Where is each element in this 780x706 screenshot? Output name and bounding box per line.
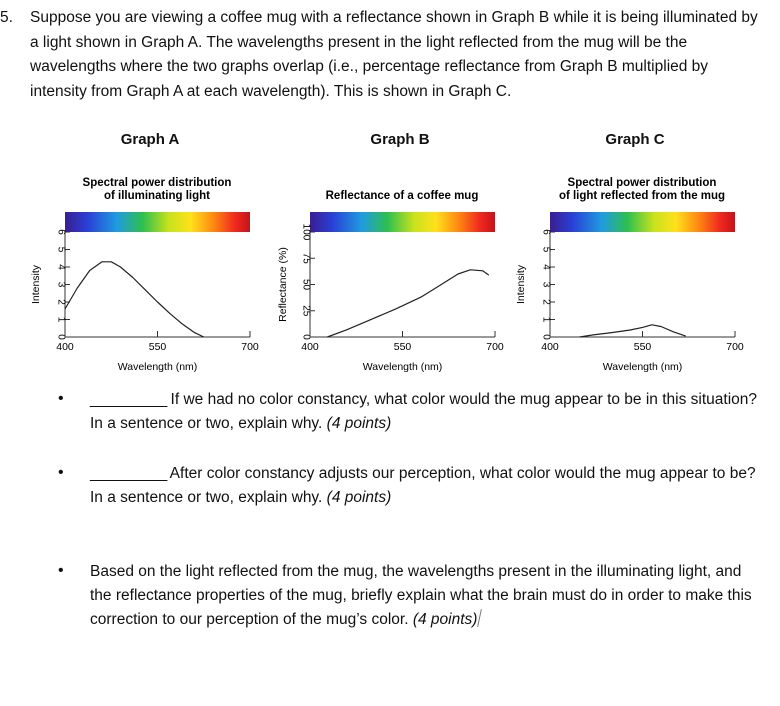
y-tick-label: 6 xyxy=(55,229,67,235)
chart-title: Spectral power distribution xyxy=(82,177,232,189)
y-tick-label: 3 xyxy=(540,281,552,288)
y-tick-label: 50 xyxy=(300,278,312,291)
y-tick-label: 4 xyxy=(540,264,552,270)
x-tick-label: 550 xyxy=(148,341,167,353)
y-tick-label: 2 xyxy=(55,299,67,305)
x-tick-label: 400 xyxy=(541,341,559,353)
x-tick-label: 400 xyxy=(56,341,74,353)
y-tick-label: 5 xyxy=(55,246,67,253)
spectrum-bar xyxy=(65,212,250,232)
y-axis-label: Reflectance (%) xyxy=(277,247,289,322)
question-text: Suppose you are viewing a coffee mug with a reflectance shown in Graph B while it is being illuminated by a light shown in Graph A. The wavelengths present in the light reflected from the mug will be the wavelengths where the two graphs overlap (i.e., percentage reflectance from Graph B multiplied by intensity from Graph A at each wavelength). This is shown in Graph C. xyxy=(30,9,758,100)
bullet-text: After color constancy adjusts our perception, what color would the mug appear to be? In a sentence or two, explain why. xyxy=(90,465,756,506)
points-label: (4 points) xyxy=(412,611,478,628)
bullet-question-1 xyxy=(90,388,760,436)
chart-b-svg xyxy=(270,170,510,373)
y-tick-label: 25 xyxy=(300,305,312,317)
bullet-text: Based on the light reflected from the mug, the wavelengths present in the illuminating light, and the reflectance properties of the mug, briefly explain what the brain must do in order to make this correction to our perception of the mug’s color. xyxy=(90,563,752,628)
y-tick-label: 4 xyxy=(55,264,67,270)
chart-c-svg xyxy=(510,170,750,373)
y-tick-label: 1 xyxy=(540,316,552,323)
x-tick-label: 700 xyxy=(726,341,744,353)
bullet-question-2 xyxy=(90,462,760,510)
chart-title: Spectral power distribution xyxy=(567,177,717,189)
bullet-marker: • xyxy=(58,562,64,579)
x-axis-label: Wavelength (nm) xyxy=(602,361,683,373)
points-label: (4 points) xyxy=(326,489,392,506)
graph-a-label: Graph A xyxy=(120,131,180,148)
graph-c-label: Graph C xyxy=(605,131,665,148)
x-tick-label: 700 xyxy=(241,341,259,353)
series-line xyxy=(65,262,204,337)
x-axis-label: Wavelength (nm) xyxy=(117,361,198,373)
y-axis-label: Intensity xyxy=(30,264,42,305)
chart-c xyxy=(510,170,750,373)
chart-a-svg xyxy=(25,170,265,373)
x-tick-label: 400 xyxy=(301,341,319,353)
spectrum-bar xyxy=(550,212,735,232)
text-cursor-icon xyxy=(478,609,483,627)
y-tick-label: 2 xyxy=(540,299,552,305)
points-label: (4 points) xyxy=(326,415,392,432)
x-tick-label: 550 xyxy=(633,341,652,353)
series-line xyxy=(327,270,489,337)
y-tick-label: 0 xyxy=(300,334,312,340)
answer-blank[interactable]: __________ xyxy=(90,465,167,482)
x-tick-label: 700 xyxy=(486,341,504,353)
y-tick-label: 0 xyxy=(540,334,552,340)
question-number: 5. xyxy=(0,9,13,26)
y-tick-label: 5 xyxy=(540,246,552,253)
chart-title: of illuminating light xyxy=(103,190,211,202)
y-tick-label: 75 xyxy=(300,252,312,264)
chart-title: of light reflected from the mug xyxy=(558,190,726,202)
bullet-question-3 xyxy=(90,560,760,632)
spectrum-bar xyxy=(310,212,495,232)
chart-a xyxy=(25,170,265,373)
y-tick-label: 3 xyxy=(55,281,67,288)
graph-b-label: Graph B xyxy=(370,131,430,148)
y-axis-label: Intensity xyxy=(515,264,527,305)
bullet-text: If we had no color constancy, what color would the mug appear to be in this situation? In a sentence or two, explain why. xyxy=(90,391,758,432)
chart-title: Reflectance of a coffee mug xyxy=(325,190,479,202)
y-tick-label: 6 xyxy=(540,229,552,235)
series-line xyxy=(580,325,686,337)
bullet-marker: • xyxy=(58,464,64,481)
answer-blank[interactable]: __________ xyxy=(90,391,167,408)
chart-b xyxy=(270,170,510,373)
y-tick-label: 1 xyxy=(55,316,67,323)
x-tick-label: 550 xyxy=(393,341,412,353)
x-axis-label: Wavelength (nm) xyxy=(362,361,443,373)
bullet-marker: • xyxy=(58,390,64,407)
y-tick-label: 0 xyxy=(55,334,67,340)
y-tick-label: 100 xyxy=(300,223,312,241)
